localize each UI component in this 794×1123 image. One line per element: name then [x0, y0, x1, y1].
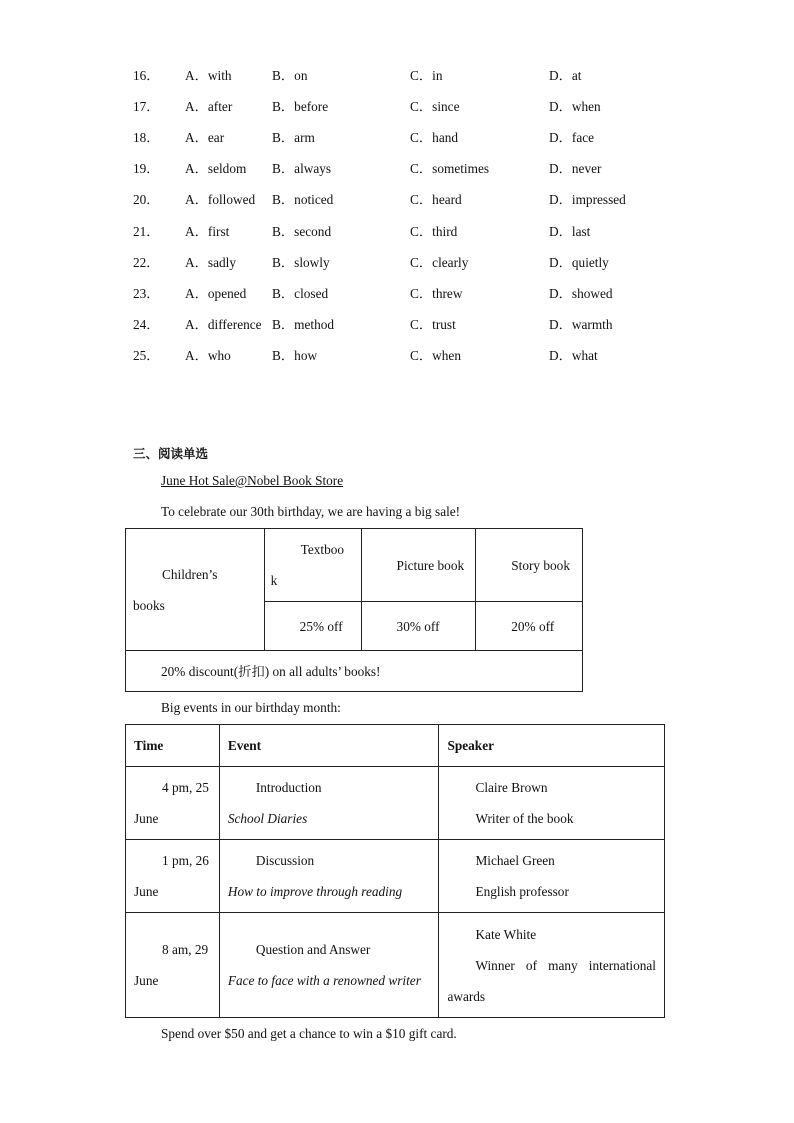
textbook-cell [264, 529, 361, 602]
event-time [126, 767, 220, 840]
option-d: D．when [549, 99, 601, 114]
events-header-row [126, 725, 665, 767]
speaker-role: Writer of the book [475, 811, 574, 826]
event-time [126, 913, 220, 1018]
option-d: D．warmth [549, 317, 613, 332]
table-row [126, 767, 665, 840]
textbook-label-line2: k [270, 573, 278, 588]
option-b: B．method [272, 317, 335, 332]
speaker-role: English professor [475, 884, 569, 899]
event-speaker [439, 840, 665, 913]
option-b: B．before [272, 99, 329, 114]
option-d: D．face [549, 130, 595, 145]
option-a: A．sadly [185, 255, 236, 270]
option-b: B．second [272, 224, 332, 239]
question-number: 21． [133, 224, 160, 239]
option-c: C．trust [410, 317, 456, 332]
option-d: D．last [549, 224, 591, 239]
option-a: A．seldom [185, 161, 247, 176]
event-time-line1: 1 pm, 26 [162, 853, 209, 868]
speaker-name: Kate White [475, 926, 537, 942]
event-time-line2: June [134, 811, 159, 826]
option-a: A．with [185, 68, 232, 83]
question-number: 23． [133, 286, 160, 301]
question-number: 24． [133, 317, 160, 332]
sale-intro: To celebrate our 30th birthday, we are having a big sale! [161, 504, 461, 519]
childrens-books-cell [126, 529, 265, 651]
picture-book-discount: 30% off [361, 602, 476, 651]
option-d: D．what [549, 348, 598, 363]
option-d: D．showed [549, 286, 613, 301]
story-book-cell: Story book [476, 529, 583, 602]
option-b: B．closed [272, 286, 329, 301]
picture-book-cell: Picture book [361, 529, 476, 602]
option-c: C．third [410, 224, 458, 239]
event-speaker [439, 913, 665, 1018]
textbook-label-line1: Textboo [300, 542, 345, 557]
adults-discount-cell: 20% discount(折扣) on all adults’ books! [126, 651, 583, 692]
header-speaker: Speaker [439, 725, 665, 767]
option-d: D．quietly [549, 255, 609, 270]
question-number: 22． [133, 255, 160, 270]
event-topic: School Diaries [227, 811, 308, 826]
option-c: C．since [410, 99, 460, 114]
option-a: A．first [185, 224, 230, 239]
event-type: Introduction [255, 780, 322, 795]
event-detail [219, 913, 439, 1018]
event-time-line1: 8 am, 29 [162, 942, 209, 957]
option-a: A．who [185, 348, 231, 363]
question-number: 18． [133, 130, 160, 145]
option-b: B．always [272, 161, 332, 176]
event-topic: How to improve through reading [227, 884, 403, 899]
option-c: C．hand [410, 130, 459, 145]
option-d: D．impressed [549, 192, 626, 207]
speaker-name: Michael Green [475, 853, 555, 868]
childrens-label-line2: books [133, 597, 165, 613]
option-d: D．never [549, 161, 602, 176]
textbook-discount: 25% off [264, 602, 361, 651]
speaker-role: Winner of many international [475, 957, 656, 973]
event-time-line2: June [134, 973, 159, 988]
option-b: B．slowly [272, 255, 330, 270]
story-book-discount: 20% off [476, 602, 583, 651]
header-event: Event [219, 725, 439, 767]
event-speaker [439, 767, 665, 840]
option-c: C．threw [410, 286, 463, 301]
speaker-role-line2: awards [447, 988, 486, 1004]
speaker-name: Claire Brown [475, 780, 548, 795]
option-b: B．noticed [272, 192, 334, 207]
option-b: B．how [272, 348, 318, 363]
option-c: C．sometimes [410, 161, 490, 176]
option-d: D．at [549, 68, 582, 83]
event-time-line1: 4 pm, 25 [162, 780, 209, 795]
option-a: A．opened [185, 286, 247, 301]
option-b: B．arm [272, 130, 315, 145]
event-detail [219, 767, 439, 840]
option-b: B．on [272, 68, 308, 83]
question-number: 16． [133, 68, 160, 83]
event-time-line2: June [134, 884, 159, 899]
option-c: C．heard [410, 192, 462, 207]
sale-table [125, 528, 583, 692]
event-type: Question and Answer [255, 942, 371, 957]
question-number: 19． [133, 161, 160, 176]
events-intro: Big events in our birthday month: [161, 700, 341, 715]
childrens-label-line1: Children’s [162, 566, 218, 582]
option-a: A．followed [185, 192, 256, 207]
event-time [126, 840, 220, 913]
ad-title: June Hot Sale@Nobel Book Store [161, 473, 344, 488]
question-number: 17． [133, 99, 160, 114]
header-time: Time [126, 725, 220, 767]
question-number: 25． [133, 348, 160, 363]
event-type: Discussion [255, 853, 315, 868]
option-a: A．difference [185, 317, 262, 332]
table-row [126, 840, 665, 913]
option-a: A．ear [185, 130, 225, 145]
option-c: C．when [410, 348, 461, 363]
question-number: 20． [133, 192, 160, 207]
option-c: C．in [410, 68, 443, 83]
option-c: C．clearly [410, 255, 469, 270]
section-title: 三、阅读单选 [133, 446, 209, 461]
events-table [125, 724, 665, 1018]
table-row [126, 913, 665, 1018]
option-a: A．after [185, 99, 233, 114]
event-detail [219, 840, 439, 913]
event-topic: Face to face with a renowned writer [227, 973, 421, 988]
gift-card-note: Spend over $50 and get a chance to win a $10 gift card. [161, 1026, 457, 1041]
